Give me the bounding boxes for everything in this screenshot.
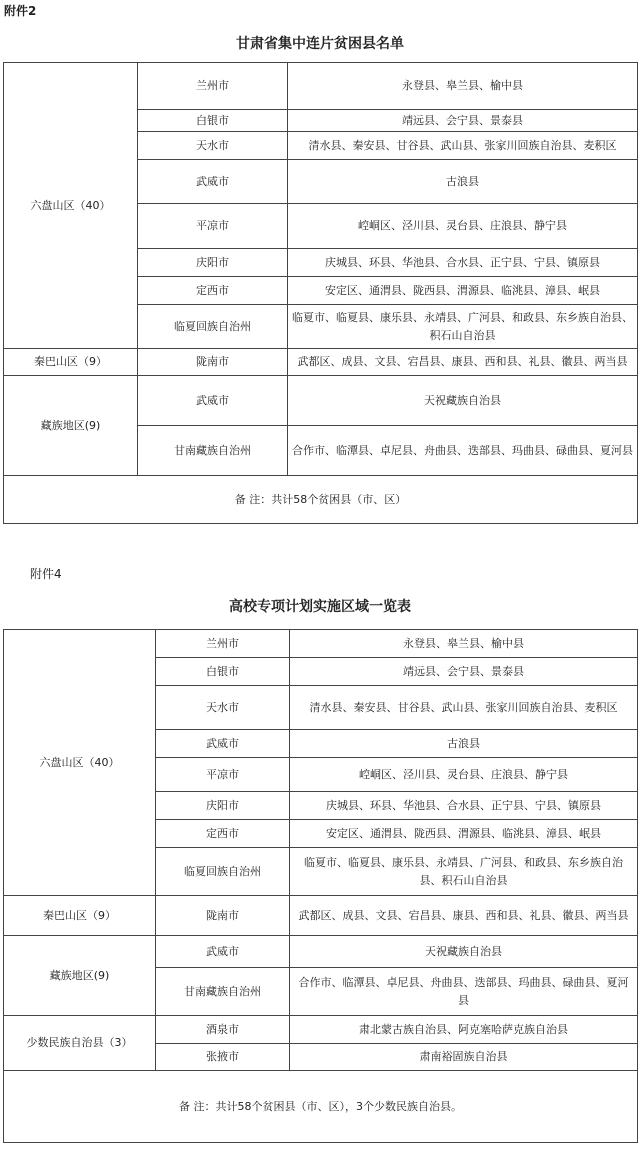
note-cell: 备 注：共计58个贫困县（市、区），3个少数民族自治县。: [4, 1071, 638, 1143]
region-cell: 秦巴山区（9）: [4, 349, 138, 376]
counties-cell: 永登县、皋兰县、榆中县: [288, 63, 638, 110]
counties-cell: 临夏市、临夏县、康乐县、永靖县、广河县、和政县、东乡族自治县、积石山自治县: [290, 848, 638, 896]
city-cell: 定西市: [138, 277, 288, 305]
region-cell: 六盘山区（40）: [4, 63, 138, 349]
table-row: [4, 1016, 638, 1044]
counties-cell: 崆峒区、泾川县、灵台县、庄浪县、静宁县: [290, 758, 638, 792]
counties-cell: 靖远县、会宁县、景泰县: [290, 658, 638, 686]
note-cell: 备 注：共计58个贫困县（市、区）: [4, 476, 638, 524]
table-row: [4, 936, 638, 968]
region-cell: 藏族地区(9): [4, 376, 138, 476]
region-cell: 少数民族自治县（3）: [4, 1016, 156, 1071]
city-cell: 兰州市: [156, 630, 290, 658]
counties-cell: 清水县、秦安县、甘谷县、武山县、张家川回族自治县、麦积区: [290, 686, 638, 730]
note-row: [4, 476, 638, 524]
table-row: [4, 896, 638, 936]
table-row: [4, 630, 638, 658]
city-cell: 酒泉市: [156, 1016, 290, 1044]
city-cell: 白银市: [138, 110, 288, 132]
counties-cell: 永登县、皋兰县、榆中县: [290, 630, 638, 658]
doc2-heading: 附件4: [30, 567, 62, 581]
note-row: [4, 1071, 638, 1143]
doc1-heading: 附件2: [4, 4, 37, 18]
counties-cell: 武都区、成县、文县、宕昌县、康县、西和县、礼县、徽县、两当县: [290, 896, 638, 936]
city-cell: 武威市: [156, 730, 290, 758]
city-cell: 甘南藏族自治州: [156, 968, 290, 1016]
counties-cell: 合作市、临潭县、卓尼县、舟曲县、迭部县、玛曲县、碌曲县、夏河县: [288, 426, 638, 476]
counties-cell: 庆城县、环县、华池县、合水县、正宁县、宁县、镇原县: [290, 792, 638, 820]
counties-cell: 庆城县、环县、华池县、合水县、正宁县、宁县、镇原县: [288, 249, 638, 277]
city-cell: 天水市: [138, 132, 288, 160]
doc2-table: [3, 629, 638, 1143]
city-cell: 平凉市: [156, 758, 290, 792]
city-cell: 武威市: [156, 936, 290, 968]
city-cell: 天水市: [156, 686, 290, 730]
counties-cell: 安定区、通渭县、陇西县、渭源县、临洮县、漳县、岷县: [288, 277, 638, 305]
city-cell: 定西市: [156, 820, 290, 848]
table-row: [4, 349, 638, 376]
city-cell: 平凉市: [138, 204, 288, 249]
city-cell: 庆阳市: [138, 249, 288, 277]
region-cell: 六盘山区（40）: [4, 630, 156, 896]
counties-cell: 古浪县: [288, 160, 638, 204]
counties-cell: 临夏市、临夏县、康乐县、永靖县、广河县、和政县、东乡族自治县、积石山自治县: [288, 305, 638, 349]
counties-cell: 武都区、成县、文县、宕昌县、康县、西和县、礼县、徽县、两当县: [288, 349, 638, 376]
counties-cell: 天祝藏族自治县: [290, 936, 638, 968]
counties-cell: 合作市、临潭县、卓尼县、舟曲县、迭部县、玛曲县、碌曲县、夏河县: [290, 968, 638, 1016]
city-cell: 武威市: [138, 376, 288, 426]
city-cell: 张掖市: [156, 1044, 290, 1071]
counties-cell: 古浪县: [290, 730, 638, 758]
table-row: [4, 376, 638, 426]
counties-cell: 靖远县、会宁县、景泰县: [288, 110, 638, 132]
region-cell: 秦巴山区（9）: [4, 896, 156, 936]
doc1-table: [3, 62, 638, 524]
city-cell: 甘南藏族自治州: [138, 426, 288, 476]
region-cell: 藏族地区(9): [4, 936, 156, 1016]
counties-cell: 清水县、秦安县、甘谷县、武山县、张家川回族自治县、麦积区: [288, 132, 638, 160]
city-cell: 陇南市: [138, 349, 288, 376]
city-cell: 兰州市: [138, 63, 288, 110]
doc2-title: 高校专项计划实施区域一览表: [229, 599, 411, 615]
counties-cell: 肃南裕固族自治县: [290, 1044, 638, 1071]
city-cell: 庆阳市: [156, 792, 290, 820]
counties-cell: 肃北蒙古族自治县、阿克塞哈萨克族自治县: [290, 1016, 638, 1044]
doc1-title: 甘肃省集中连片贫困县名单: [236, 36, 404, 52]
counties-cell: 天祝藏族自治县: [288, 376, 638, 426]
city-cell: 武威市: [138, 160, 288, 204]
table-row: [4, 63, 638, 110]
counties-cell: 安定区、通渭县、陇西县、渭源县、临洮县、漳县、岷县: [290, 820, 638, 848]
city-cell: 白银市: [156, 658, 290, 686]
city-cell: 临夏回族自治州: [138, 305, 288, 349]
city-cell: 陇南市: [156, 896, 290, 936]
counties-cell: 崆峒区、泾川县、灵台县、庄浪县、静宁县: [288, 204, 638, 249]
city-cell: 临夏回族自治州: [156, 848, 290, 896]
